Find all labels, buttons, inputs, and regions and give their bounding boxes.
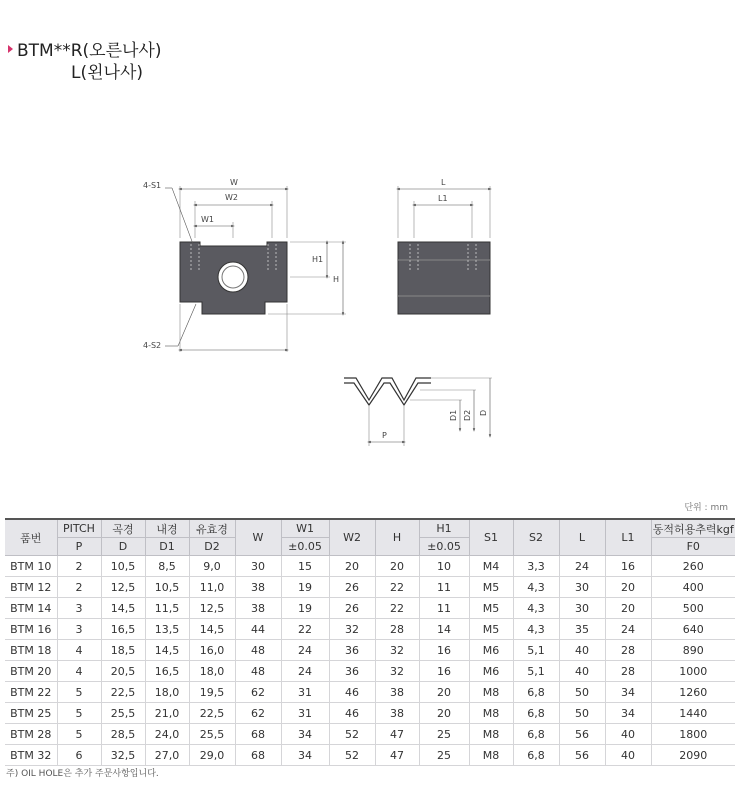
table-cell: BTM 14 [5,598,57,619]
table-cell: 24 [281,640,329,661]
table-cell: 50 [559,703,605,724]
table-cell: M8 [469,682,513,703]
table-cell: 52 [329,724,375,745]
table-cell: 4,3 [513,619,559,640]
table-cell: BTM 10 [5,556,57,577]
th-h1-tol: ±0.05 [419,538,469,556]
table-cell: 40 [605,724,651,745]
table-cell: 18,5 [101,640,145,661]
table-cell: M8 [469,724,513,745]
table-cell: 2 [57,556,101,577]
label-l: L [441,178,446,187]
table-cell: 24 [281,661,329,682]
table-cell: 4,3 [513,598,559,619]
table-cell: 11 [419,577,469,598]
table-cell: 68 [235,745,281,766]
table-cell: 47 [375,724,419,745]
table-cell: 20 [419,703,469,724]
table-cell: 6 [57,745,101,766]
table-cell: 3,3 [513,556,559,577]
table-cell: 16 [419,661,469,682]
table-cell: 16 [419,640,469,661]
table-cell: 6,8 [513,724,559,745]
table-cell: 5 [57,682,101,703]
table-cell: M5 [469,619,513,640]
label-w: W [230,178,238,187]
table-cell: 62 [235,703,281,724]
table-cell: 31 [281,682,329,703]
label-d2: D2 [463,409,472,421]
th-thrust: 동적허용추력kgf [651,519,735,538]
table-cell: 5,1 [513,640,559,661]
table-cell: 20 [375,556,419,577]
table-cell: 32,5 [101,745,145,766]
table-cell: 13,5 [145,619,189,640]
th-l: L [559,519,605,556]
table-cell: 11,0 [189,577,235,598]
table-cell: 36 [329,640,375,661]
table-cell: 10 [419,556,469,577]
table-cell: 38 [235,577,281,598]
th-l1: L1 [605,519,651,556]
table-cell: 16,5 [145,661,189,682]
table-cell: 56 [559,745,605,766]
table-cell: BTM 25 [5,703,57,724]
table-cell: BTM 32 [5,745,57,766]
table-cell: 19 [281,598,329,619]
table-cell: BTM 20 [5,661,57,682]
table-cell: 25,5 [189,724,235,745]
table-cell: 4 [57,661,101,682]
table-cell: 640 [651,619,735,640]
table-cell: 40 [559,661,605,682]
table-cell: M5 [469,598,513,619]
table-cell: 31 [281,703,329,724]
table-cell: 14,5 [145,640,189,661]
table-cell: 6,8 [513,682,559,703]
th-w1-tol: ±0.05 [281,538,329,556]
table-cell: 30 [559,598,605,619]
th-h1: H1 [419,519,469,538]
table-cell: 28,5 [101,724,145,745]
table-cell: 22 [281,619,329,640]
table-cell: 4,3 [513,577,559,598]
th-pitch-dia: 유효경 [189,519,235,538]
table-cell: 34 [281,745,329,766]
unit-label: 단위 : mm [684,503,728,513]
thread-profile [344,378,492,446]
table-cell: 28 [375,619,419,640]
label-l1: L1 [438,194,448,203]
th-pitch-sub: P [57,538,101,556]
table-cell: BTM 18 [5,640,57,661]
table-cell: 10,5 [145,577,189,598]
table-cell: 9,0 [189,556,235,577]
table-cell: 500 [651,598,735,619]
label-h: H [333,275,340,284]
table-cell: 32 [329,619,375,640]
table-cell: 28 [605,640,651,661]
label-s2: 4-S2 [143,341,162,350]
table-cell: 24 [605,619,651,640]
title-line-2: L(왼나사) [71,63,144,83]
table-cell: 1440 [651,703,735,724]
table-cell: 40 [559,640,605,661]
label-s1: 4-S1 [143,181,162,190]
table-cell: 20 [605,598,651,619]
table-row [5,598,735,619]
table-cell: 10,5 [101,556,145,577]
label-w2: W2 [225,193,238,202]
table-cell: 30 [235,556,281,577]
table-cell: 5 [57,724,101,745]
label-p: P [382,431,387,440]
th-pitch: PITCH [57,519,101,538]
table-cell: M5 [469,577,513,598]
table-cell: 12,5 [101,577,145,598]
table-cell: 12,5 [189,598,235,619]
table-cell: 35 [559,619,605,640]
table-cell: 30 [559,577,605,598]
table-cell: 18,0 [145,682,189,703]
table-cell: 20 [419,682,469,703]
table-cell: 16,5 [101,619,145,640]
table-cell: 15 [281,556,329,577]
table-cell: 36 [329,661,375,682]
table-cell: 6,8 [513,745,559,766]
table-cell: 16 [605,556,651,577]
table-cell: 24,0 [145,724,189,745]
table-cell: 50 [559,682,605,703]
table-cell: M4 [469,556,513,577]
footnote: 주) OIL HOLE은 추가 주문사항입니다. [6,769,159,779]
table-cell: 3 [57,598,101,619]
th-f0-sub: F0 [651,538,735,556]
front-view [143,178,346,352]
table-cell: 20 [329,556,375,577]
th-w1: W1 [281,519,329,538]
table-cell: 20,5 [101,661,145,682]
table-row [5,619,735,640]
table-cell: 11,5 [145,598,189,619]
table-cell: 38 [235,598,281,619]
label-d: D [479,409,488,416]
label-w1: W1 [201,215,214,224]
table-cell: 28 [605,661,651,682]
table-cell: 22 [375,598,419,619]
table-cell: 14,5 [101,598,145,619]
table-cell: M6 [469,661,513,682]
table-cell: 22,5 [189,703,235,724]
table-cell: 8,5 [145,556,189,577]
table-cell: M8 [469,745,513,766]
table-cell: 38 [375,682,419,703]
table-cell: 22,5 [101,682,145,703]
th-d1-sub: D1 [145,538,189,556]
table-cell: 32 [375,661,419,682]
th-w: W [235,519,281,556]
table-cell: 40 [605,745,651,766]
table-cell: 25 [419,745,469,766]
table-row [5,556,735,577]
table-cell: 26 [329,598,375,619]
table-cell: BTM 16 [5,619,57,640]
table-cell: 26 [329,577,375,598]
table-cell: 34 [605,703,651,724]
label-h1: H1 [312,255,324,264]
table-cell: 260 [651,556,735,577]
table-cell: 68 [235,724,281,745]
table-cell: BTM 12 [5,577,57,598]
table-cell: 46 [329,682,375,703]
table-cell: 1800 [651,724,735,745]
table-cell: M6 [469,640,513,661]
table-cell: BTM 22 [5,682,57,703]
th-s2: S2 [513,519,559,556]
table-header-row [5,519,735,538]
table-cell: 6,8 [513,703,559,724]
table-cell: 1000 [651,661,735,682]
th-part-no: 품번 [5,519,57,556]
table-row [5,745,735,766]
th-minor-dia: 내경 [145,519,189,538]
table-cell: 47 [375,745,419,766]
table-cell: 18,0 [189,661,235,682]
table-row [5,577,735,598]
side-view [398,178,490,314]
table-cell: 44 [235,619,281,640]
table-cell: 11 [419,598,469,619]
title-line-1: BTM**R(오른나사) [17,41,162,61]
table-cell: BTM 28 [5,724,57,745]
table-cell: 34 [281,724,329,745]
table-cell: 890 [651,640,735,661]
table-cell: 27,0 [145,745,189,766]
table-cell: 5,1 [513,661,559,682]
table-cell: 19,5 [189,682,235,703]
th-s1: S1 [469,519,513,556]
label-d1: D1 [449,409,458,421]
table-cell: 24 [559,556,605,577]
table-cell: 48 [235,640,281,661]
table-row [5,703,735,724]
table-cell: 52 [329,745,375,766]
th-d2-sub: D2 [189,538,235,556]
table-cell: 29,0 [189,745,235,766]
th-d-sub: D [101,538,145,556]
table-cell: 2090 [651,745,735,766]
table-cell: 20 [605,577,651,598]
table-cell: 3 [57,619,101,640]
th-major-dia: 곡경 [101,519,145,538]
table-cell: 48 [235,661,281,682]
table-cell: M8 [469,703,513,724]
spec-table [5,518,735,766]
th-w2: W2 [329,519,375,556]
table-cell: 16,0 [189,640,235,661]
table-cell: 14,5 [189,619,235,640]
table-cell: 46 [329,703,375,724]
table-row [5,640,735,661]
table-cell: 1260 [651,682,735,703]
table-cell: 32 [375,640,419,661]
table-cell: 62 [235,682,281,703]
table-cell: 4 [57,640,101,661]
table-row [5,682,735,703]
table-cell: 22 [375,577,419,598]
table-cell: 56 [559,724,605,745]
table-row [5,661,735,682]
table-cell: 19 [281,577,329,598]
table-cell: 400 [651,577,735,598]
th-h: H [375,519,419,556]
table-cell: 25 [419,724,469,745]
table-cell: 14 [419,619,469,640]
table-cell: 34 [605,682,651,703]
table-cell: 2 [57,577,101,598]
table-row [5,724,735,745]
table-cell: 25,5 [101,703,145,724]
table-cell: 38 [375,703,419,724]
table-cell: 5 [57,703,101,724]
table-cell: 21,0 [145,703,189,724]
